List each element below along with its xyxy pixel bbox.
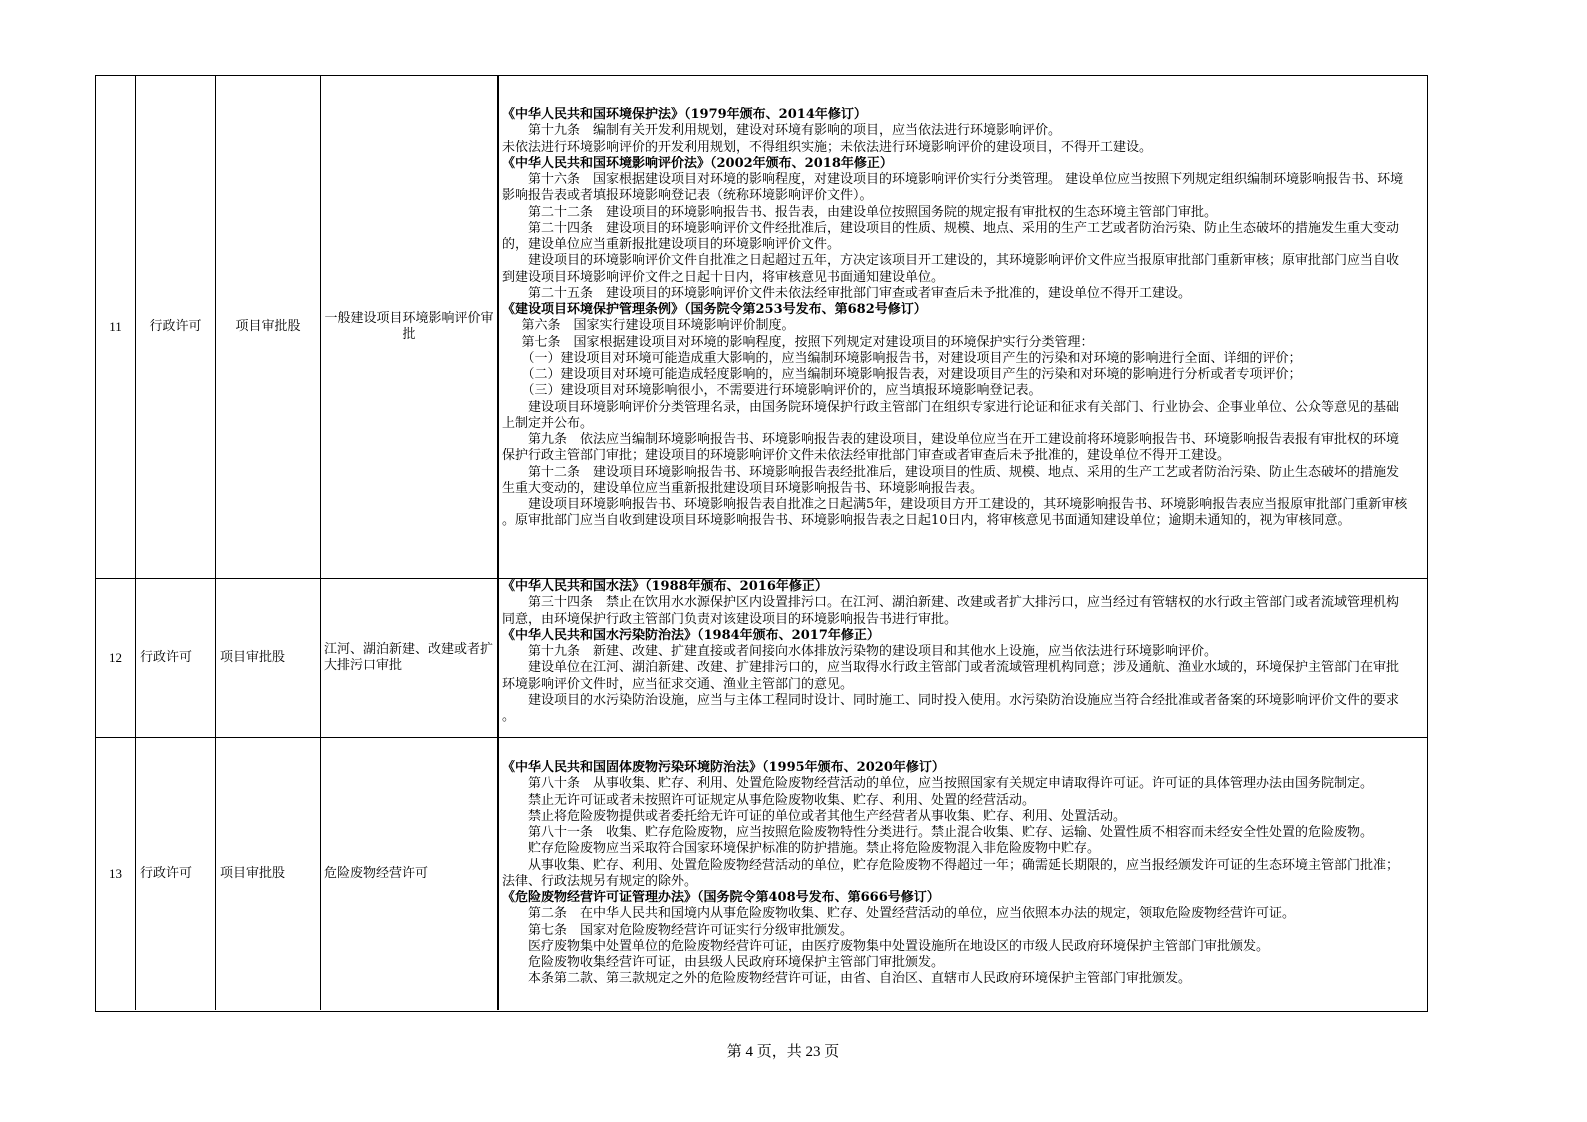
basis-line: 从事收集、贮存、利用、处置危险废物经营活动的单位，贮存危险废物不得超过一年；确需延长期限的，应当报经颁发许可证的生态环境主管部门批准； — [528, 857, 1400, 873]
basis-line: （二）建设项目对环境可能造成轻度影响的，应当编制环境影响报告表，对建设项目产生的污染和对环境的影响进行分析或者专项评价； — [521, 367, 1302, 382]
table-row — [96, 578, 1427, 737]
basis-line: 未依法进行环境影响评价的开发利用规划，不得组织实施；未依法进行环境影响评价的建设项目，不得开工建设。 — [502, 139, 1153, 155]
item-legal-basis — [497, 579, 1427, 737]
item-department: 项目审批股 — [215, 579, 320, 737]
basis-line: 第八十一条 收集、贮存危险废物，应当按照危险废物特性分类进行。禁止混合收集、贮存、运输、处置性质不相容而未经安全性处置的危险废物。 — [528, 825, 1374, 840]
item-department: 项目审批股 — [215, 76, 320, 578]
basis-line: 上制定并公布。 — [502, 415, 594, 431]
law-title: 《中华人民共和国水污染防治法》（1984年颁布、2017年修正） — [502, 627, 880, 643]
item-category: 行政许可 — [135, 76, 215, 578]
law-title: 《中华人民共和国环境影响评价法》（2002年颁布、2018年修正） — [502, 155, 893, 171]
table-row — [96, 737, 1427, 1010]
basis-line: 第十九条 编制有关开发利用规划，建设对环境有影响的项目，应当依法进行环境影响评价。 — [528, 123, 1062, 139]
law-title: 《建设项目环境保护管理条例》（国务院令第253号发布、第682号修订） — [502, 302, 927, 317]
basis-line: 建设项目环境影响报告书、环境影响报告表自批准之日起满5年，建设项目方开工建设的，其环境影响报告书、环境影响报告表应当报原审批部门重新审核 — [528, 497, 1408, 512]
page-footer: 第 4 页，共 23 页 — [726, 1044, 840, 1060]
basis-line: （三）建设项目对环境影响很小，不需要进行环境影响评价的，应当填报环境影响登记表。 — [521, 383, 1042, 399]
basis-line: 第七条 国家对危险废物经营许可证实行分级审批颁发。 — [528, 922, 854, 938]
basis-line: 第十二条 建设项目环境影响报告书、环境影响报告表经批准后，建设项目的性质、规模、地点、采用的生产工艺或者防治污染、防止生态破坏的措施发 — [528, 464, 1400, 480]
basis-line: 贮存危险废物应当采取符合国家环境保护标准的防护措施。禁止将危险废物混入非危险废物中贮存。 — [528, 841, 1101, 857]
basis-line: 第七条 国家根据建设项目对环境的影响程度，按照下列规定对建设项目的环境保护实行分类管理： — [521, 334, 1094, 350]
item-category: 行政许可 — [135, 579, 215, 737]
basis-line: 本条第二款、第三款规定之外的危险废物经营许可证，由省、自治区、直辖市人民政府环境保护主管部门审批颁发。 — [528, 971, 1192, 987]
law-title: 《危险废物经营许可证管理办法》（国务院令第408号发布、第666号修订） — [502, 890, 940, 905]
permit-table — [95, 75, 1428, 1012]
item-name: 一般建设项目环境影响评价审批 — [320, 76, 497, 578]
basis-line: 医疗废物集中处置单位的危险废物经营许可证，由医疗废物集中处置设施所在地设区的市级人民政府环境保护主管部门审批颁发。 — [528, 938, 1270, 954]
basis-line: 危险废物收集经营许可证，由县级人民政府环境保护主管部门审批颁发。 — [528, 955, 945, 970]
basis-line: 第九条 依法应当编制环境影响报告书、环境影响报告表的建设项目，建设单位应当在开工建设前将环境影响报告书、环境影响报告表报有审批权的环境 — [528, 432, 1400, 447]
basis-line: 建设单位在江河、湖泊新建、改建、扩建排污口的，应当取得水行政主管部门或者流域管理机构同意；涉及通航、渔业水域的，环境保护主管部门在审批 — [528, 660, 1400, 676]
basis-line: 保护行政主管部门审批；建设项目的环境影响评价文件未依法经审批部门审查或者审查后未予批准的，建设单位不得开工建设。 — [502, 448, 1231, 464]
basis-line: 第二十五条 建设项目的环境影响评价文件未依法经审批部门审查或者审查后未予批准的，建设单位不得开工建设。 — [528, 285, 1192, 301]
basis-line: 第二十四条 建设项目的环境影响评价文件经批准后，建设项目的性质、规模、地点、采用的生产工艺或者防治污染、防止生态破坏的措施发生重大变动 — [528, 220, 1400, 236]
item-name: 危险废物经营许可 — [320, 738, 497, 1010]
basis-line: 建设项目的水污染防治设施，应当与主体工程同时设计、同时施工、同时投入使用。水污染防治设施应当符合经批准或者备案的环境影响评价文件的要求 — [528, 692, 1400, 708]
basis-line: 第六条 国家实行建设项目环境影响评价制度。 — [521, 318, 795, 334]
basis-line: 第十六条 国家根据建设项目对环境的影响程度，对建设项目的环境影响评价实行分类管理。 建设单位应当按照下列规定组织编制环境影响报告书、环境 — [528, 172, 1404, 187]
basis-line: 环境影响评价文件时，应当征求交通、渔业主管部门的意见。 — [502, 676, 854, 692]
item-category: 行政许可 — [135, 738, 215, 1010]
law-title: 《中华人民共和国环境保护法》（1979年颁布、2014年修订） — [502, 107, 867, 122]
item-name: 江河、湖泊新建、改建或者扩大排污口审批 — [320, 579, 497, 737]
basis-line: 。原审批部门应当自收到建设项目环境影响报告书、环境影响报告表之日起10日内，将审核意见书面通知建设单位；逾期未通知的，视为审核同意。 — [502, 513, 1351, 529]
basis-line: 第三十四条 禁止在饮用水水源保护区内设置排污口。在江河、湖泊新建、改建或者扩大排污口，应当经过有管辖权的水行政主管部门或者流域管理机构 — [528, 595, 1400, 611]
basis-line: 生重大变动的，建设单位应当重新报批建设项目环境影响报告书、环境影响报告表。 — [502, 480, 984, 496]
basis-line: 到建设项目环境影响评价文件之日起十日内，将审核意见书面通知建设单位。 — [502, 269, 945, 285]
basis-line: 第二条 在中华人民共和国境内从事危险废物收集、贮存、处置经营活动的单位，应当依照本办法的规定，领取危险废物经营许可证。 — [528, 906, 1296, 922]
law-title: 《中华人民共和国固体废物污染环境防治法》（1995年颁布、2020年修订） — [502, 760, 945, 775]
basis-line: 影响报告表或者填报环境影响登记表（统称环境影响评价文件）。 — [502, 188, 873, 204]
basis-line: 第十九条 新建、改建、扩建直接或者间接向水体排放污染物的建设项目和其他水上设施，应当依法进行环境影响评价。 — [528, 644, 1218, 659]
item-legal-basis — [497, 76, 1427, 578]
item-department: 项目审批股 — [215, 738, 320, 1010]
item-number: 12 — [109, 650, 122, 665]
basis-line: 同意，由环境保护行政主管部门负责对该建设项目的环境影响报告书进行审批。 — [502, 611, 958, 627]
basis-line: （一）建设项目对环境可能造成重大影响的，应当编制环境影响报告书，对建设项目产生的污染和对环境的影响进行全面、详细的评价； — [521, 350, 1302, 366]
basis-line: 的，建设单位应当重新报批建设项目的环境影响评价文件。 — [502, 237, 841, 252]
basis-line: 第二十二条 建设项目的环境影响报告书、报告表，由建设单位按照国务院的规定报有审批权的生态环境主管部门审批。 — [528, 204, 1218, 220]
basis-line: 建设项目环境影响评价分类管理名录，由国务院环境保护行政主管部门在组织专家进行论证和征求有关部门、行业协会、企事业单位、公众等意见的基础 — [528, 399, 1400, 415]
item-legal-basis — [497, 738, 1427, 1010]
basis-line: 第八十条 从事收集、贮存、利用、处置危险废物经营活动的单位，应当按照国家有关规定申请取得许可证。许可证的具体管理办法由国务院制定。 — [528, 776, 1374, 792]
basis-line: 。 — [502, 709, 516, 724]
item-number: 11 — [109, 319, 122, 334]
law-title: 《中华人民共和国水法》（1988年颁布、2016年修正） — [502, 579, 828, 594]
table-row — [96, 76, 1427, 578]
basis-line: 禁止将危险废物提供或者委托给无许可证的单位或者其他生产经营者从事收集、贮存、利用、处置活动。 — [528, 808, 1127, 824]
basis-line: 建设项目的环境影响评价文件自批准之日起超过五年，方决定该项目开工建设的，其环境影响评价文件应当报原审批部门重新审核；原审批部门应当自收 — [528, 253, 1400, 269]
basis-line: 禁止无许可证或者未按照许可证规定从事危险废物收集、贮存、利用、处置的经营活动。 — [528, 792, 1036, 808]
item-number: 13 — [109, 866, 122, 881]
basis-line: 法律、行政法规另有规定的除外。 — [502, 873, 698, 889]
